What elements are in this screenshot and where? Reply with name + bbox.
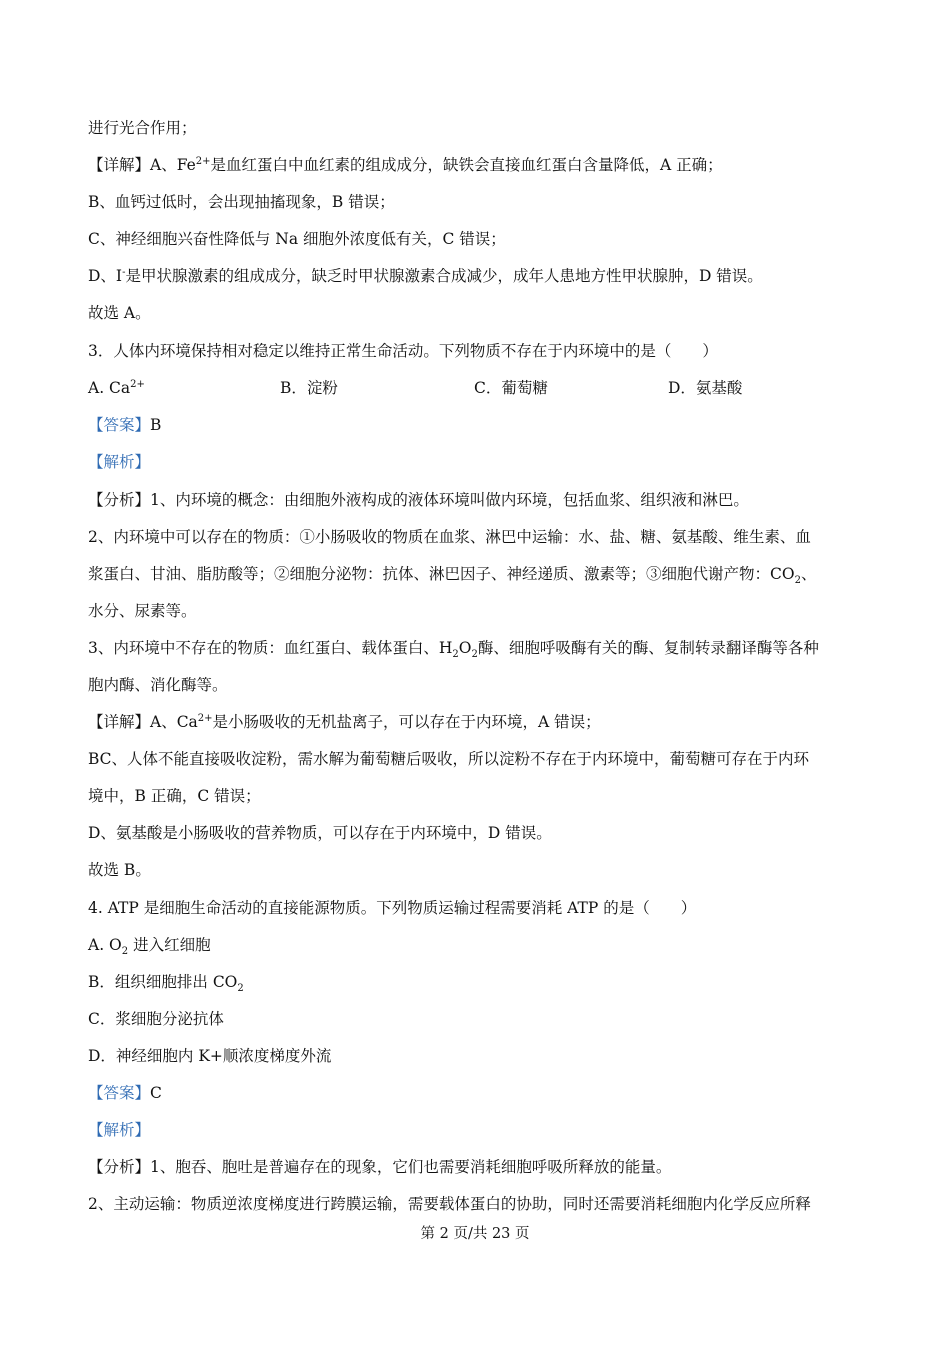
question-4: 4. ATP 是细胞生命活动的直接能源物质。下列物质运输过程需要消耗 ATP 的是（ ） (88, 899, 697, 917)
option-d: D．神经细胞内 K+顺浓度梯度外流 (88, 1047, 332, 1065)
option-b: B．组织细胞排出 $CO_2$ (88, 973, 244, 995)
option-b: B．淀粉 (280, 379, 338, 397)
text-line: 胞内酶、消化酶等。 (88, 676, 228, 694)
text-line: 水分、尿素等。 (88, 602, 197, 620)
text-line: 【详解】A、$Ca^{2+}$是小肠吸收的无机盐离子，可以存在于内环境，A 错误； (88, 712, 601, 731)
text-line: 浆蛋白、甘油、脂肪酸等；②细胞分泌物：抗体、淋巴因子、神经递质、激素等；③细胞代谢产物：$CO_2$、 (88, 565, 817, 587)
text-line: C、神经细胞兴奋性降低与 Na 细胞外浓度低有关，C 错误； (88, 230, 506, 248)
text-line: 3、内环境中不存在的物质：血红蛋白、载体蛋白、$H_2O_2$酶、细胞呼吸酶有关的酶、复制转录翻译酶等各种 (88, 639, 819, 661)
text-line: B、血钙过低时，会出现抽搐现象，B 错误； (88, 193, 395, 211)
text-line: 【分析】1、内环境的概念：由细胞外液构成的液体环境叫做内环境，包括血浆、组织液和淋巴。 (88, 491, 749, 509)
text-line: 境中，B 正确，C 错误； (88, 787, 261, 805)
text-line: 故选 A。 (88, 304, 151, 322)
text-line: 故选 B。 (88, 861, 151, 879)
option-a: A. $O_2$ 进入红细胞 (88, 936, 211, 958)
option-c: C．葡萄糖 (474, 379, 548, 397)
text-line: 【分析】1、胞吞、胞吐是普遍存在的现象，它们也需要消耗细胞呼吸所释放的能量。 (88, 1158, 672, 1176)
text-line: BC、人体不能直接吸收淀粉，需水解为葡萄糖后吸收，所以淀粉不存在于内环境中，葡萄糖可存在于内环 (88, 750, 810, 768)
option-c: C．浆细胞分泌抗体 (88, 1010, 224, 1028)
answer-label: 【答案】B (88, 416, 162, 434)
text-line: 进行光合作用； (88, 119, 197, 137)
analysis-label: 【解析】 (88, 453, 151, 471)
text-line: 【详解】A、$Fe^{2+}$是血红蛋白中血红素的组成成分，缺铁会直接血红蛋白含量降低，A 正确； (88, 155, 723, 174)
text-line: 2、主动运输：物质逆浓度梯度进行跨膜运输，需要载体蛋白的协助，同时还需要消耗细胞内化学反应所释 (88, 1195, 811, 1213)
page-footer: 第 2 页/共 23 页 (420, 1226, 530, 1242)
answer-label: 【答案】C (88, 1084, 162, 1102)
option-d: D．氨基酸 (668, 379, 743, 397)
text-line: D、I-是甲状腺激素的组成成分，缺乏时甲状腺激素合成减少，成年人患地方性甲状腺肿，D 错误。 (88, 266, 763, 285)
text-line: D、氨基酸是小肠吸收的营养物质，可以存在于内环境中，D 错误。 (88, 824, 552, 842)
text-line: 2、内环境中可以存在的物质：①小肠吸收的物质在血浆、淋巴中运输：水、盐、糖、氨基酸、维生素、血 (88, 528, 811, 546)
question-3: 3．人体内环境保持相对稳定以维持正常生命活动。下列物质不存在于内环境中的是（ ） (88, 342, 718, 360)
analysis-label: 【解析】 (88, 1121, 151, 1139)
option-a: A. $Ca^{2+}$ (88, 378, 145, 397)
